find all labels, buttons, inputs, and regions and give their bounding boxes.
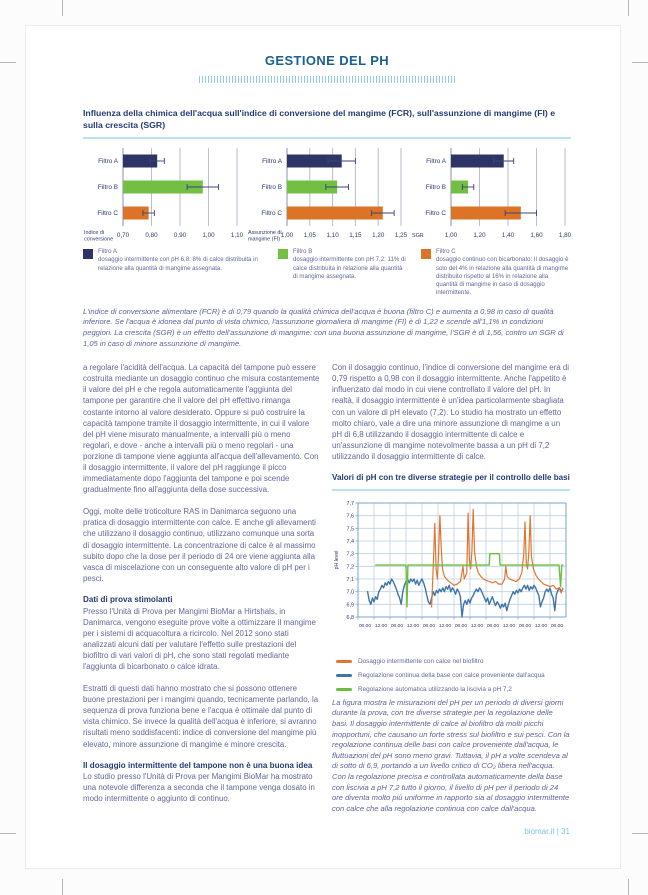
svg-text:7,2: 7,2 [346,563,354,570]
svg-text:1,15: 1,15 [349,232,362,239]
svg-text:00.00: 00.00 [454,623,468,629]
left-subheading-2: Il dosaggio intermittente del tampone non è una buona idea [83,760,313,770]
crop-mark-bottom-right-v [628,879,629,895]
svg-text:7,4: 7,4 [346,538,354,545]
crop-mark-bottom-left-h [0,833,16,834]
svg-text:1,10: 1,10 [326,232,339,239]
ph-chart-legend [332,656,570,695]
svg-text:Filtro B: Filtro B [97,184,118,192]
body-columns [83,362,571,837]
page-footer: biomar.it | 31 [524,827,570,837]
svg-text:1,20: 1,20 [372,232,385,239]
svg-text:Filtro C: Filtro C [425,210,446,218]
svg-text:00.00: 00.00 [550,623,564,629]
svg-text:Filtro C: Filtro C [261,210,282,218]
svg-text:6,8: 6,8 [346,614,354,621]
ph-legend-label-continuous: Regolazione continua della base con calce proveniente dall'acqua [358,671,545,679]
svg-text:12.00: 12.00 [374,623,388,629]
filtro-b-swatch [278,249,288,259]
svg-text:Filtro C: Filtro C [97,210,118,218]
svg-text:1,80: 1,80 [558,232,571,239]
svg-text:1,00: 1,00 [280,232,294,239]
svg-text:00.00: 00.00 [390,623,404,629]
left-paragraph-2: Oggi, molte delle troticolture RAS in Danimarca seguono una pratica di dosaggio intermittente con calce. E anche gli allevamenti che utilizzano il dosaggio continuo, utilizzano comunque una sorta di dosaggio intermittente. La concentrazione di calce è al massimo subito dopo che la dose per il periodo di 24 ore viene aggiunta alla vasca di miscelazione con un conseguente alto valore di pH per i pesci. [83,507,316,583]
svg-text:1,40: 1,40 [501,232,515,239]
legend-item-filtro-a [83,248,265,298]
crop-mark-bottom-left-v [62,879,63,895]
svg-text:0,70: 0,70 [116,232,130,239]
decorative-barcode-rule [199,76,455,83]
green-line-swatch [336,688,352,691]
right-column [332,362,570,837]
left-subheading-1: Dati di prova stimolanti [83,594,173,604]
bar-chart-sgr [411,144,571,246]
magazine-page [25,25,621,869]
svg-text:7,6: 7,6 [346,513,354,520]
legend-item-filtro-c [421,248,571,298]
crop-mark-top-left-v [62,0,63,16]
svg-text:Filtro A: Filtro A [426,158,446,166]
crop-mark-bottom-right-h [632,833,648,834]
ph-chart-rule [332,489,570,491]
svg-text:1,05: 1,05 [303,232,316,239]
ph-legend-label-intermittent: Dosaggio intermittente con calce nel biofiltro [358,657,484,665]
bar-chart-fcr [83,144,243,246]
svg-text:7,3: 7,3 [346,551,354,558]
svg-text:Assunzione di: Assunzione di [248,230,282,236]
filtro-b-label: Filtro B [293,248,313,255]
left-paragraph-5: Lo studio presso l'Unità di Prova per Mangimi BioMar ha mostrato una notevole differenza a seconda che il tampone venga dosato in modo intermittente o aggiunto di continuo. [83,772,315,804]
svg-text:00.00: 00.00 [422,623,436,629]
legend-item-filtro-b [278,248,408,298]
svg-text:SGR: SGR [412,233,424,239]
svg-text:1,00: 1,00 [202,232,215,239]
svg-text:Filtro B: Filtro B [261,184,282,192]
page-title: GESTIONE DEL PH [264,53,390,68]
left-paragraph-4: Estratti di questi dati hanno mostrato che si possono ottenere buone prestazioni per i mangimi quando, tecnicamente parlando, la sequenza di prova funziona bene e l'acqua è ottimale dal punto di vista chimico. Se invece la qualità dell'acqua è inferiore, si avranno risultati meno soddisfacenti: indice di conversione del mangime più elevato, minore assunzione di mangime e minore crescita. [83,684,319,749]
svg-text:12.00: 12.00 [534,623,548,629]
figure-heading: Influenza della chimica dell'acqua sull'indice di conversione del mangime (FCR), sull'assunzione di mangime (FI) e sulla crescita (SGR) [83,108,556,130]
svg-text:6,9: 6,9 [346,601,354,608]
filtro-c-desc: dosaggio continuo con bicarbonato: Il dosaggio è solo del 4% in relazione alla quantità di mangime distribuito rispetto al 16% in relazione alla quantità di mangime in caso di dosaggio intermittente. [436,256,569,297]
svg-text:7,1: 7,1 [346,576,354,583]
svg-text:Indice di: Indice di [84,230,105,236]
figure-legend [83,248,571,298]
filtro-c-swatch [421,249,431,259]
crop-mark-top-right-h [632,62,648,63]
svg-text:Filtro A: Filtro A [98,158,118,166]
svg-text:conversione: conversione [84,236,114,243]
svg-text:00.00: 00.00 [486,623,500,629]
svg-text:12.00: 12.00 [406,623,420,629]
blue-line-swatch [336,674,352,677]
svg-text:1,00: 1,00 [444,232,458,239]
svg-text:1,20: 1,20 [473,232,486,239]
svg-text:7,5: 7,5 [346,525,354,532]
svg-text:mangime (FI): mangime (FI) [248,236,281,243]
svg-text:00.00: 00.00 [358,623,372,629]
svg-text:Filtro A: Filtro A [262,158,282,166]
ph-chart-caption: La figura mostra le misurazioni del pH per un periodo di diversi giorni durante la prova, con tre diverse strategie per la regolazione delle basi. Il dosaggio intermittente di calce al biofiltro dà molti picchi inopportuni, che causano un forte stress sul biofiltro e sui pesci. Con la regolazione continua delle basi con calce proveniente dall'acqua, le fluttuazioni del pH sono meno gravi. Tuttavia, il pH a volte scendeva al di sotto di 6,9, portando a un livello critico di CO₂ libera nell'acqua. Con la regolazione precisa e controllata automaticamente della base con liscivia a pH 7,2 tutto il giorno, il livello di pH per il periodo di 24 ore diventa molto più uniforme in rapporto sia al dosaggio intermittente con calce che alla regolazione continua con calce dall'acqua. [332,697,570,813]
svg-text:00.00: 00.00 [518,623,532,629]
left-paragraph-3: Presso l'Unità di Prova per Mangimi BioMar a Hirtshals, in Danimarca, vengono eseguite prove volte a ottimizzare il mangime per i sistemi di acquacoltura a ricircolo. Nel 2012 sono stati analizzati alcuni dati per valutare l'effetto sulle prestazioni del biofiltro di vari valori di pH, che sono stati regolati mediante l'aggiunta di bicarbonato o calce idrata. [83,606,316,671]
svg-text:0,90: 0,90 [173,232,187,239]
svg-text:7,7: 7,7 [346,500,354,507]
svg-text:1,60: 1,60 [530,232,543,239]
filtro-a-label: Filtro A [98,248,117,255]
filtro-b-desc: dosaggio intermittente con pH 7,2: 11% di calce distribuita in relazione alla quantità di mangime assegnata. [293,256,406,280]
heading-rule [83,137,571,139]
svg-text:pH level: pH level [334,550,340,569]
bar-charts-row [83,144,571,246]
ph-line-chart [332,495,570,653]
ph-chart-heading: Valori di pH con tre diverse strategie per il controllo delle basi [332,473,570,482]
ph-legend-label-automatic: Regolazione automatica utilizzando la liscivia a pH 7,2 [358,685,512,693]
svg-text:0,80: 0,80 [145,232,158,239]
svg-text:1,10: 1,10 [230,232,243,239]
ph-legend-item-intermittent [332,656,570,667]
ph-legend-item-continuous [332,670,570,681]
ph-legend-item-automatic [332,684,570,695]
left-column [83,362,321,837]
crop-mark-top-right-v [628,0,629,16]
left-paragraph-1: a regolare l'acidità dell'acqua. La capacità del tampone può essere costruita mediante un dosaggio continuo che misura costantemente il valore del pH e che regola automaticamente l'aggiunta del tampone per garantire che il valore del pH effettivo rimanga costante intorno al valore desiderato. Oppure si può costruire la capacità tampone tramite il dosaggio intermittente, in cui il valore del pH viene misurato manualmente, a intervalli più o meno regolari, e dove - anche a intervalli più o meno regolari - una porzione di tampone viene aggiunta all'acqua dell'allevamento. Con il dosaggio intermittente, il valore del pH raggiunge il picco immediatamente dopo l'aggiunta del tampone e poi scende gradualmente fino all'aggiunta della dose successiva. [83,363,320,495]
svg-text:12.00: 12.00 [438,623,452,629]
svg-text:12.00: 12.00 [502,623,516,629]
bar-chart-fi [247,144,407,246]
filtro-c-label: Filtro C [436,248,456,255]
svg-text:7,0: 7,0 [346,589,354,596]
svg-text:1,25: 1,25 [394,232,407,239]
orange-line-swatch [336,660,352,663]
filtro-a-swatch [83,249,93,259]
crop-mark-top-left-h [0,62,16,63]
filtro-a-desc: dosaggio intermittente con pH 6,8: 8% di calce distribuita in relazione alla quantità di mangime assegnata. [98,256,258,272]
right-paragraph-1: Con il dosaggio continuo, l'indice di conversione del mangime era di 0,79 rispetto a 0,98 con il dosaggio intermittente. Anche l'appetito è influenzato dal modo in cui viene controllato il valore del pH. In realtà, il dosaggio intermittente è un'idea particolarmente sbagliata con un valore di pH elevato (7,2). Lo studio ha mostrato un effetto molto chiaro, vale a dire una minore assunzione di mangime a un pH di 6,8 utilizzando il dosaggio intermittente di calce e un'assunzione di mangime notevolmente bassa a un pH di 7,2 utilizzando il dosaggio intermittente di calce. [332,363,570,461]
svg-text:Filtro B: Filtro B [425,184,446,192]
figure-caption: L'indice di conversione alimentare (FCR) è di 0,79 quando la qualità chimica dell'acqua è buona (filtro C) e aumenta a 0,98 in caso di qualità inferiore. Se l'acqua è idonea dal punto di vista chimico, l'assunzione giornaliera di mangime (FI) è di 1,22 e scende all'1,1% in condizioni peggiori. La crescita (SGR) è un effetto dell'assunzione di mangime: con una buona assunzione di mangime, l'SGR è di 1,56, contro un SGR di 1,05 in caso di minore assunzione di mangime. [83,306,564,348]
svg-text:12.00: 12.00 [470,623,484,629]
